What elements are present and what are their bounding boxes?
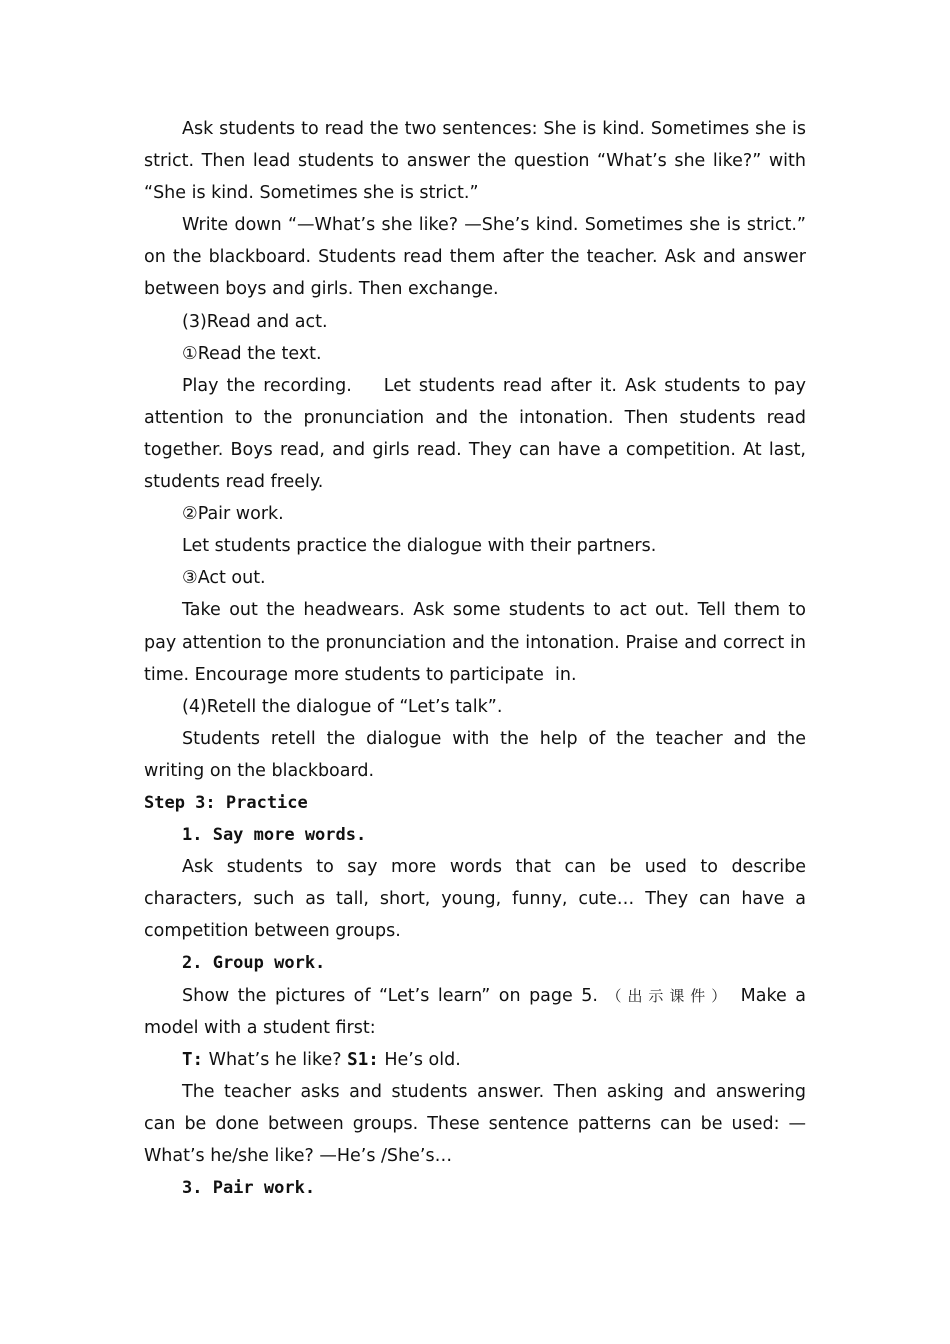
chinese-note: （出示课件） xyxy=(606,986,733,1005)
paragraph: (3)Read and act. xyxy=(182,311,328,332)
paragraph-text: Make a model with a student first: xyxy=(144,985,806,1038)
paragraph-text: Show the pictures of “Let’s learn” on page 5. xyxy=(182,985,598,1006)
paragraph: The teacher asks and students answer. Then asking and answering can be done between groups. These sentence patterns can be used: —What’s he/she like? —He’s /She’s… xyxy=(144,1081,806,1166)
dialogue-text: He’s old. xyxy=(384,1049,461,1070)
dialogue-line xyxy=(144,1044,806,1076)
paragraph: ③Act out. xyxy=(182,568,266,589)
document-page xyxy=(144,113,806,1204)
paragraph: Ask students to read the two sentences: She is kind. Sometimes she is strict. Then lead students to answer the question “What’s she like?” with “She is kind. Sometimes she is strict.” xyxy=(144,119,806,204)
paragraph: Ask students to say more words that can be used to describe characters, such as tall, short, young, funny, cute… They can have a competition between groups. xyxy=(144,857,806,942)
subheading: 2. Group work. xyxy=(182,953,326,974)
paragraph: Write down “—What’s she like? —She’s kind. Sometimes she is strict.” on the blackboard. Students read them after the teacher. Ask and answer between boys and girls. Then exchange. xyxy=(144,215,806,300)
paragraph: Play the recording. Let students read after it. Ask students to pay attention to the pronunciation and the intonation. Then students read together. Boys read, and girls read. They can have a competition. At last, students read freely. xyxy=(144,375,806,493)
speaker-label: T: xyxy=(182,1049,204,1070)
paragraph: ①Read the text. xyxy=(182,343,322,364)
paragraph xyxy=(144,980,806,1044)
paragraph: Take out the headwears. Ask some students to act out. Tell them to pay attention to the pronunciation and the intonation. Praise and correct in time. Encourage more students to participate in. xyxy=(144,600,806,685)
subheading: 3. Pair work. xyxy=(182,1178,316,1199)
subheading: 1. Say more words. xyxy=(182,825,367,846)
paragraph: (4)Retell the dialogue of “Let’s talk”. xyxy=(182,696,503,717)
section-heading: Step 3: Practice xyxy=(144,792,308,813)
speaker-label: S1: xyxy=(347,1049,379,1070)
paragraph: Let students practice the dialogue with their partners. xyxy=(182,536,657,557)
dialogue-text: What’s he like? xyxy=(208,1049,342,1070)
paragraph: ②Pair work. xyxy=(182,504,284,525)
paragraph: Students retell the dialogue with the help of the teacher and the writing on the blackboard. xyxy=(144,728,806,781)
